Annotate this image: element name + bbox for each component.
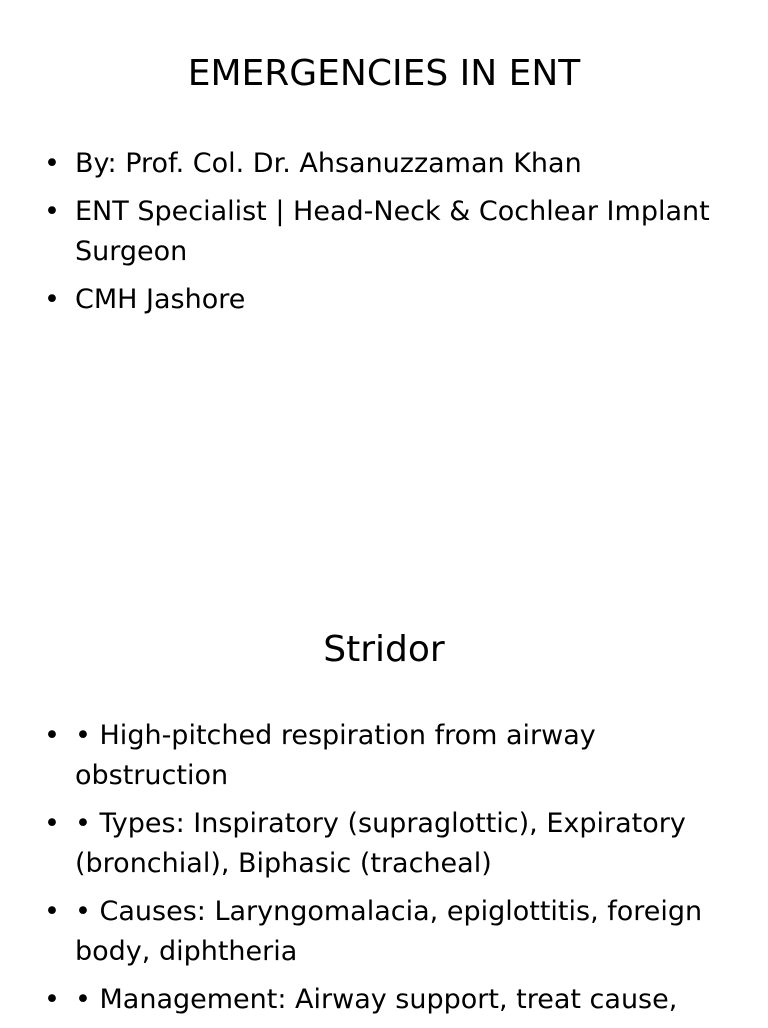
slide-title: EMERGENCIES IN ENT xyxy=(187,53,581,94)
bullet-icon: • xyxy=(44,720,60,751)
list-item xyxy=(44,280,724,320)
bullet-text: • Types: Inspiratory (supraglottic), Expiratory (bronchial), Biphasic (tracheal) xyxy=(75,808,686,879)
bullet-icon: • xyxy=(44,808,60,839)
bullet-text: CMH Jashore xyxy=(75,284,246,315)
bullet-icon: • xyxy=(44,984,60,1015)
list-item xyxy=(44,716,724,796)
bullet-text: By: Prof. Col. Dr. Ahsanuzzaman Khan xyxy=(75,148,582,179)
list-item xyxy=(44,804,724,884)
slide-stridor xyxy=(0,576,768,1024)
list-item xyxy=(44,892,724,972)
list-item xyxy=(44,192,724,272)
bullet-list xyxy=(44,144,724,328)
bullet-icon: • xyxy=(44,284,60,315)
list-item xyxy=(44,980,724,1020)
bullet-icon: • xyxy=(44,196,60,227)
bullet-text: ENT Specialist | Head-Neck & Cochlear Implant Surgeon xyxy=(75,196,710,267)
list-item xyxy=(44,144,724,184)
bullet-text: • Causes: Laryngomalacia, epiglottitis, foreign body, diphtheria xyxy=(75,896,703,967)
bullet-text: • Management: Airway support, treat cause, xyxy=(75,984,678,1015)
bullet-icon: • xyxy=(44,148,60,179)
bullet-text: • High-pitched respiration from airway obstruction xyxy=(75,720,596,791)
bullet-list xyxy=(44,716,724,1028)
bullet-icon: • xyxy=(44,896,60,927)
slide-title: Stridor xyxy=(323,629,445,670)
